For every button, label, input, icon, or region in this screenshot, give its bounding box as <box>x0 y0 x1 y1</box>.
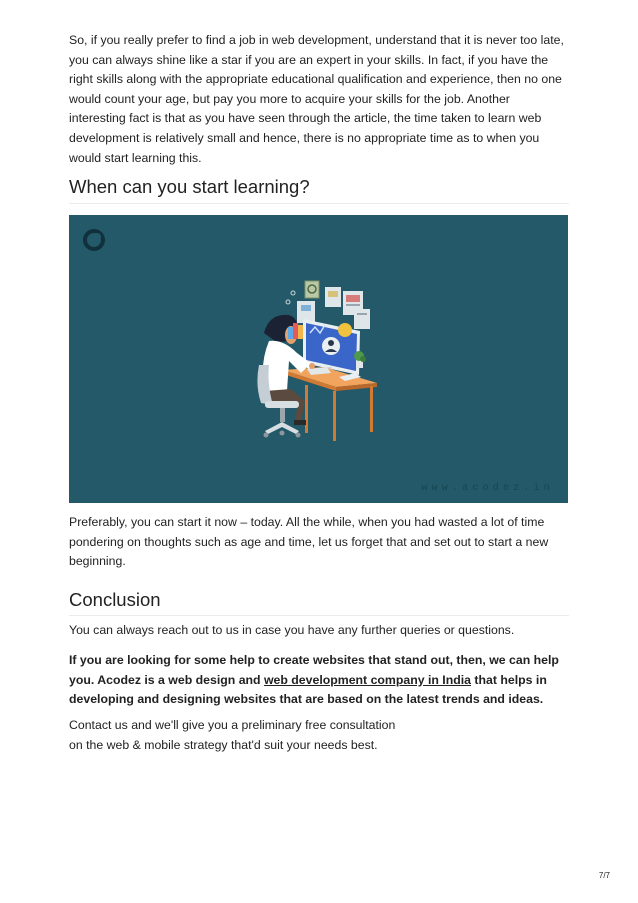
developer-at-desk-illustration <box>69 215 568 503</box>
cta-paragraph <box>69 651 569 710</box>
conclusion-paragraph: You can always reach out to us in case you have any further queries or questions. <box>69 623 515 637</box>
cta-text: that helps in <box>471 672 547 687</box>
paragraph-line: beginning. <box>69 554 126 569</box>
heading-divider <box>69 203 569 204</box>
section-heading-start-learning: When can you start learning? <box>69 176 310 197</box>
cta-line: developing and designing websites that are based on the latest trends and ideas. <box>69 692 544 707</box>
intro-paragraph <box>69 31 569 168</box>
intro-line: interesting fact is that as you have seen through the article, the time taken to learn web <box>69 111 542 126</box>
section-heading-conclusion: Conclusion <box>69 589 161 610</box>
heading-divider <box>69 615 569 616</box>
intro-line: right skills along with the appropriate educational qualification and experience, then no one <box>69 72 562 87</box>
intro-line: you can always shine like a star if you are an expert in your skills. In fact, if you have the <box>69 52 549 67</box>
company-link[interactable]: web development company in India <box>263 672 472 687</box>
page-number: 7/7 <box>598 871 610 880</box>
intro-line: development is relatively small and hence, there is no appropriate time as to when you <box>69 130 540 145</box>
contact-line: Contact us and we'll give you a preliminary free consultation <box>69 718 396 732</box>
intro-line: So, if you really prefer to find a job in web development, understand that it is never too late, <box>69 33 564 47</box>
intro-line: would start learning this. <box>69 150 202 165</box>
floating-cards <box>286 281 370 329</box>
paragraph-line: pondering on thoughts such as age and time, let us forget that and set out to start a new <box>69 534 549 549</box>
image-watermark: www.acodez.in <box>421 483 554 494</box>
hero-image <box>69 215 568 503</box>
cta-line <box>69 671 569 691</box>
paragraph-line: Preferably, you can start it now – today. All the while, when you had wasted a lot of time <box>69 515 545 529</box>
start-learning-paragraph <box>69 513 569 572</box>
contact-line: on the web & mobile strategy that'd suit your needs best. <box>69 737 378 752</box>
cta-line: If you are looking for some help to create websites that stand out, then, we can help <box>69 653 559 667</box>
intro-line: would count your age, but pay you more to acquire your skills for the job. Another <box>69 91 510 106</box>
contact-paragraph <box>69 716 569 755</box>
cta-text: you. Acodez is a web design and <box>69 672 264 687</box>
acodez-logo-icon <box>85 231 103 249</box>
